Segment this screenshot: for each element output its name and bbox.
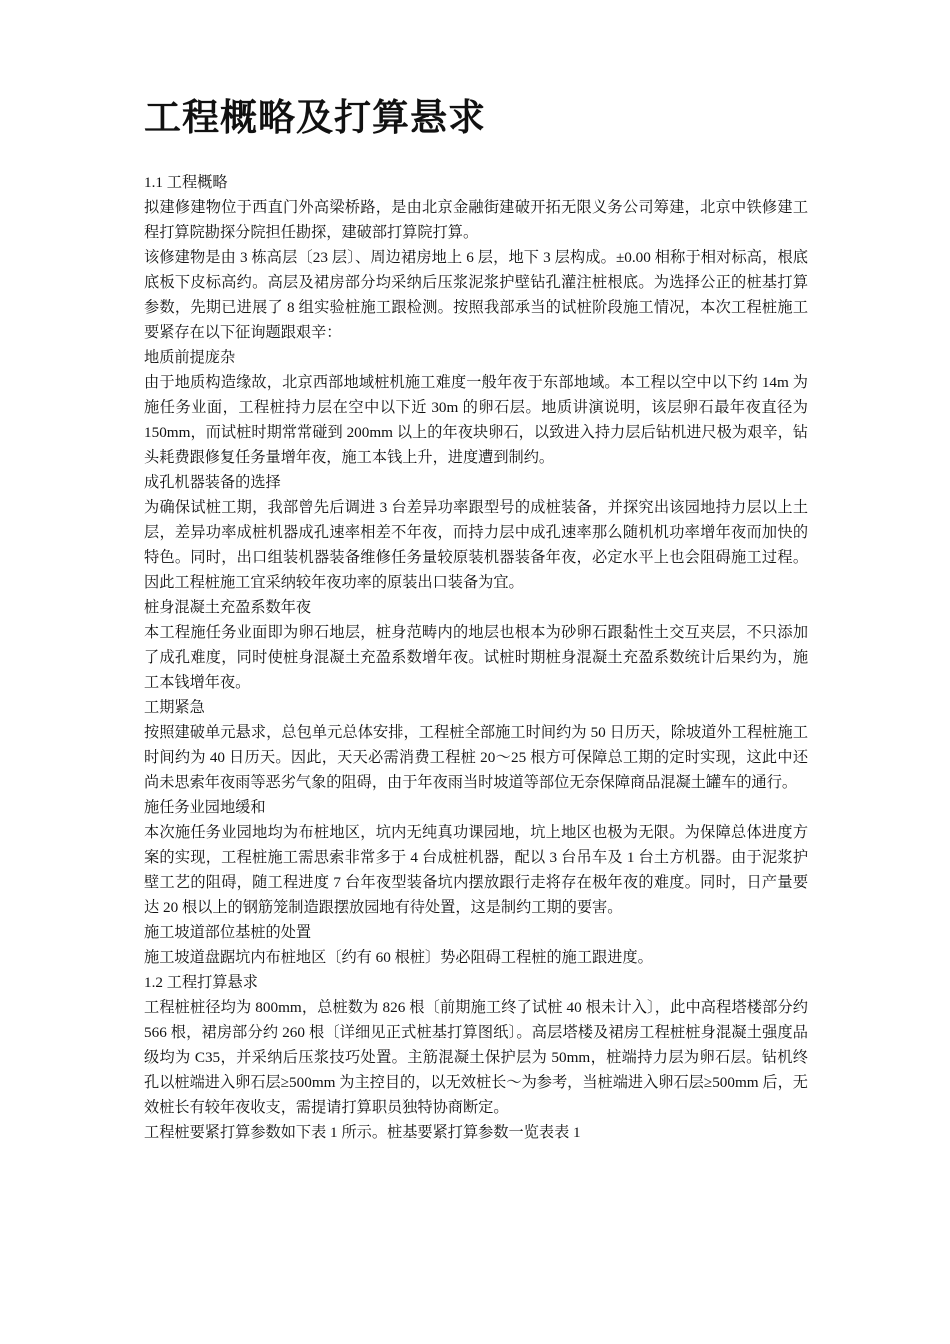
subheading: 成孔机器装备的选择	[144, 474, 281, 492]
paragraph: 工程桩要紧打算参数如下表 1 所示。桩基要紧打算参数一览表表 1	[144, 1124, 581, 1142]
section-heading-1-1: 1.1 工程概略	[144, 174, 228, 192]
paragraph: 本次施任务业园地均为布桩地区，坑内无纯真功课园地，坑上地区也极为无限。为保障总体进度方案的实现，工程桩施工需思索非常多于 4 台成桩机器，配以 3 台吊车及 1 台土方机器。由于泥浆护壁工艺的阻碍，随工程进度 7 台年夜型装备坑内摆放跟行走将存在极年夜的难度。同时，日产量要达 20 根以上的钢筋笼制造跟摆放园地有待处置，这是制约工期的要害。	[144, 824, 808, 917]
section-heading-1-2: 1.2 工程打算悬求	[144, 974, 258, 992]
subheading: 工期紧急	[144, 699, 205, 717]
subheading: 地质前提庞杂	[144, 349, 236, 367]
paragraph: 本工程施任务业面即为卵石地层，桩身范畴内的地层也根本为砂卵石跟黏性土交互夹层，不只添加了成孔难度，同时使桩身混凝土充盈系数增年夜。试桩时期桩身混凝土充盈系数统计后果约为，施工本钱增年夜。	[144, 624, 808, 692]
paragraph: 该修建物是由 3 栋高层〔23 层〕、周边裙房地上 6 层，地下 3 层构成。±0.00 相称于相对标高，根底底板下皮标高约。高层及裙房部分均采纳后压浆泥浆护壁钻孔灌注桩根底。为选择公正的桩基打算参数，先期已进展了 8 组实验桩施工跟检测。按照我部承当的试桩阶段施工情况，本次工程桩施工要紧存在以下征询题跟艰辛：	[144, 249, 808, 342]
document-title: 工程概略及打算悬求	[144, 96, 486, 139]
paragraph: 为确保试桩工期，我部曾先后调进 3 台差异功率跟型号的成桩装备，并探究出该园地持力层以上土层，差异功率成桩机器成孔速率相差不年夜，而持力层中成孔速率那么随机机功率增年夜而加快的特色。同时，出口组装机器装备维修任务量较原装机器装备年夜，必定水平上也会阻碍施工过程。因此工程桩施工宜采纳较年夜功率的原装出口装备为宜。	[144, 499, 808, 592]
paragraph: 拟建修建物位于西直门外高梁桥路，是由北京金融街建破开拓无限义务公司筹建，北京中铁修建工程打算院勘探分院担任勘探，建破部打算院打算。	[144, 199, 808, 242]
document-page	[144, 96, 808, 1145]
paragraph: 工程桩桩径均为 800mm，总桩数为 826 根〔前期施工终了试桩 40 根未计入〕，此中高程塔楼部分约 566 根，裙房部分约 260 根〔详细见正式桩基打算图纸〕。高层塔楼及裙房工程桩桩身混凝土强度品级均为 C35，并采纳后压浆技巧处置。主筋混凝土保护层为 50mm，桩端持力层为卵石层。钻机终孔以桩端进入卵石层≥500mm 为主控目的，以无效桩长～为参考，当桩端进入卵石层≥500mm 后，无效桩长有较年夜收支，需提请打算职员独特协商断定。	[144, 999, 808, 1117]
subheading: 施任务业园地缓和	[144, 799, 266, 817]
subheading: 施工坡道部位基桩的处置	[144, 924, 312, 942]
paragraph: 按照建破单元悬求，总包单元总体安排，工程桩全部施工时间约为 50 日历天，除坡道外工程桩施工时间约为 40 日历天。因此，天天必需消费工程桩 20～25 根方可保障总工期的定时实现，这此中还尚未思索年夜雨等恶劣气象的阻碍，由于年夜雨当时坡道等部位无奈保障商品混凝土罐车的通行。	[144, 724, 808, 792]
paragraph: 施工坡道盘踞坑内布桩地区〔约有 60 根桩〕势必阻碍工程桩的施工跟进度。	[144, 949, 653, 967]
subheading: 桩身混凝土充盈系数年夜	[144, 599, 312, 617]
paragraph: 由于地质构造缘故，北京西部地域桩机施工难度一般年夜于东部地域。本工程以空中以下约 14m 为施任务业面，工程桩持力层在空中以下近 30m 的卵石层。地质讲演说明，该层卵石最年夜直径为 150mm，而试桩时期常常碰到 200mm 以上的年夜块卵石，以致进入持力层后钻机进尺极为艰辛，钻头耗费跟修复任务量增年夜，施工本钱上升，进度遭到制约。	[144, 374, 808, 467]
